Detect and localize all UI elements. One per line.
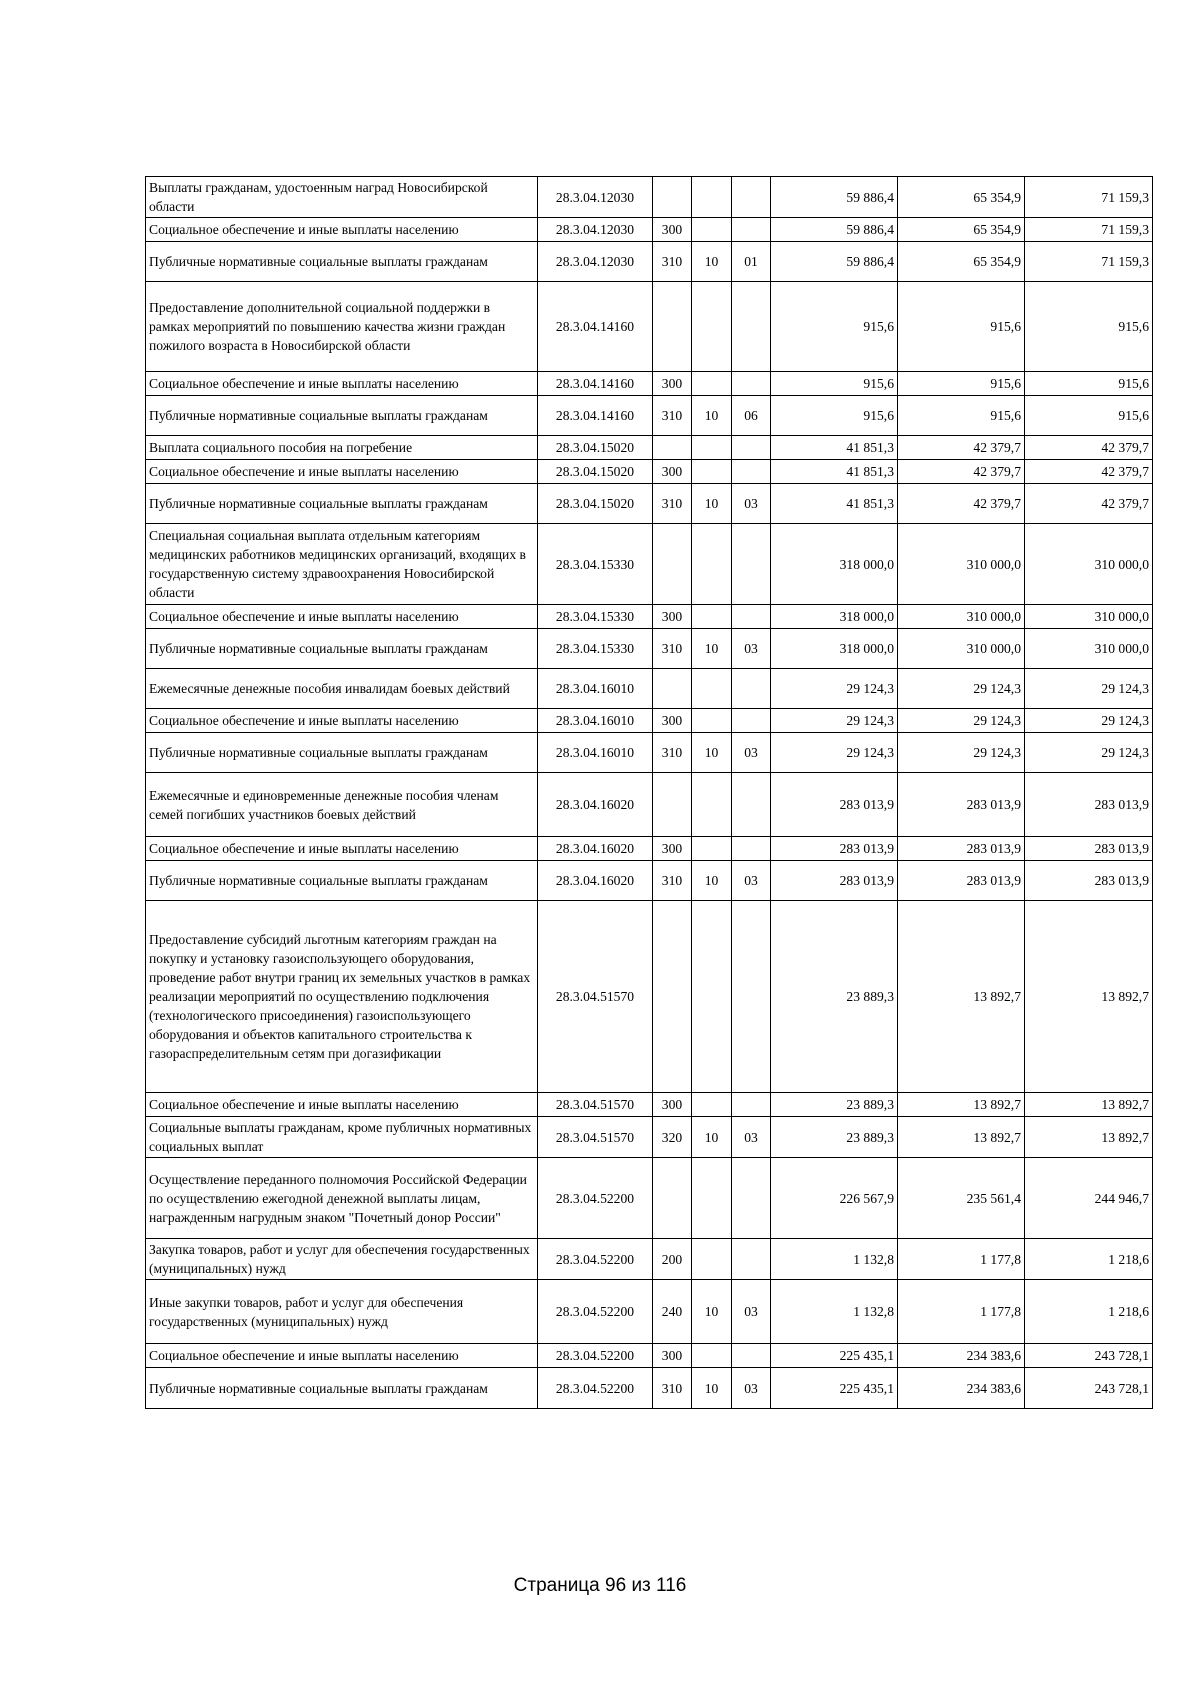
subsection-code xyxy=(732,669,771,709)
table-body xyxy=(146,177,1153,1409)
amount-year-1: 29 124,3 xyxy=(771,733,898,773)
subsection-code: 03 xyxy=(732,1368,771,1409)
table-row xyxy=(146,1158,1153,1239)
subsection-code: 01 xyxy=(732,242,771,282)
amount-year-3: 915,6 xyxy=(1025,372,1153,396)
amount-year-1: 41 851,3 xyxy=(771,460,898,484)
amount-year-3: 13 892,7 xyxy=(1025,901,1153,1093)
amount-year-1: 318 000,0 xyxy=(771,524,898,605)
expense-type-code: 240 xyxy=(653,1280,692,1344)
amount-year-3: 71 159,3 xyxy=(1025,177,1153,218)
expense-type-code: 300 xyxy=(653,218,692,242)
target-article-code: 28.3.04.52200 xyxy=(538,1239,653,1280)
row-name: Иные закупки товаров, работ и услуг для обеспечения государственных (муниципальных) нужд xyxy=(146,1280,538,1344)
expense-type-code xyxy=(653,436,692,460)
amount-year-1: 915,6 xyxy=(771,396,898,436)
amount-year-3: 29 124,3 xyxy=(1025,709,1153,733)
table-row xyxy=(146,861,1153,901)
subsection-code: 03 xyxy=(732,1280,771,1344)
table-row xyxy=(146,1280,1153,1344)
amount-year-2: 1 177,8 xyxy=(898,1239,1025,1280)
row-name: Специальная социальная выплата отдельным категориям медицинских работников медицинских организаций, входящих в государственную систему здравоохранения Новосибирской области xyxy=(146,524,538,605)
table-row xyxy=(146,524,1153,605)
amount-year-2: 310 000,0 xyxy=(898,524,1025,605)
target-article-code: 28.3.04.52200 xyxy=(538,1344,653,1368)
amount-year-1: 283 013,9 xyxy=(771,773,898,837)
expense-type-code xyxy=(653,1158,692,1239)
amount-year-3: 13 892,7 xyxy=(1025,1117,1153,1158)
subsection-code xyxy=(732,901,771,1093)
amount-year-1: 283 013,9 xyxy=(771,861,898,901)
amount-year-3: 283 013,9 xyxy=(1025,861,1153,901)
amount-year-2: 65 354,9 xyxy=(898,177,1025,218)
amount-year-1: 59 886,4 xyxy=(771,218,898,242)
row-name: Социальное обеспечение и иные выплаты населению xyxy=(146,605,538,629)
section-code: 10 xyxy=(692,396,732,436)
subsection-code xyxy=(732,1239,771,1280)
amount-year-3: 29 124,3 xyxy=(1025,733,1153,773)
section-code xyxy=(692,1158,732,1239)
row-name: Ежемесячные денежные пособия инвалидам боевых действий xyxy=(146,669,538,709)
amount-year-1: 41 851,3 xyxy=(771,484,898,524)
subsection-code: 03 xyxy=(732,861,771,901)
row-name: Социальное обеспечение и иные выплаты населению xyxy=(146,218,538,242)
amount-year-1: 915,6 xyxy=(771,282,898,372)
amount-year-1: 915,6 xyxy=(771,372,898,396)
subsection-code: 06 xyxy=(732,396,771,436)
section-code xyxy=(692,460,732,484)
table-row xyxy=(146,1368,1153,1409)
target-article-code: 28.3.04.15020 xyxy=(538,460,653,484)
target-article-code: 28.3.04.15330 xyxy=(538,605,653,629)
section-code: 10 xyxy=(692,733,732,773)
amount-year-3: 1 218,6 xyxy=(1025,1239,1153,1280)
expense-type-code: 310 xyxy=(653,1368,692,1409)
row-name: Закупка товаров, работ и услуг для обеспечения государственных (муниципальных) нужд xyxy=(146,1239,538,1280)
table-row xyxy=(146,484,1153,524)
amount-year-3: 283 013,9 xyxy=(1025,837,1153,861)
table-row xyxy=(146,709,1153,733)
amount-year-1: 23 889,3 xyxy=(771,1093,898,1117)
amount-year-3: 71 159,3 xyxy=(1025,218,1153,242)
expense-type-code xyxy=(653,669,692,709)
amount-year-2: 42 379,7 xyxy=(898,436,1025,460)
target-article-code: 28.3.04.51570 xyxy=(538,901,653,1093)
budget-table xyxy=(145,176,1153,1409)
amount-year-3: 29 124,3 xyxy=(1025,669,1153,709)
amount-year-1: 29 124,3 xyxy=(771,669,898,709)
subsection-code xyxy=(732,605,771,629)
amount-year-2: 42 379,7 xyxy=(898,460,1025,484)
expense-type-code: 310 xyxy=(653,629,692,669)
row-name: Осуществление переданного полномочия Российской Федерации по осуществлению ежегодной денежной выплаты лицам, награжденным нагрудным знаком "Почетный донор России" xyxy=(146,1158,538,1239)
amount-year-2: 13 892,7 xyxy=(898,901,1025,1093)
section-code xyxy=(692,773,732,837)
amount-year-1: 59 886,4 xyxy=(771,177,898,218)
expense-type-code: 310 xyxy=(653,733,692,773)
expense-type-code: 300 xyxy=(653,837,692,861)
subsection-code: 03 xyxy=(732,484,771,524)
row-name: Публичные нормативные социальные выплаты гражданам xyxy=(146,1368,538,1409)
expense-type-code: 300 xyxy=(653,605,692,629)
target-article-code: 28.3.04.51570 xyxy=(538,1117,653,1158)
row-name: Социальное обеспечение и иные выплаты населению xyxy=(146,1344,538,1368)
section-code: 10 xyxy=(692,1368,732,1409)
section-code xyxy=(692,524,732,605)
subsection-code xyxy=(732,837,771,861)
row-name: Выплаты гражданам, удостоенным наград Новосибирской области xyxy=(146,177,538,218)
row-name: Публичные нормативные социальные выплаты гражданам xyxy=(146,396,538,436)
expense-type-code: 300 xyxy=(653,460,692,484)
row-name: Выплата социального пособия на погребение xyxy=(146,436,538,460)
section-code: 10 xyxy=(692,1280,732,1344)
section-code xyxy=(692,177,732,218)
target-article-code: 28.3.04.16020 xyxy=(538,861,653,901)
expense-type-code: 320 xyxy=(653,1117,692,1158)
amount-year-1: 225 435,1 xyxy=(771,1368,898,1409)
amount-year-3: 310 000,0 xyxy=(1025,629,1153,669)
target-article-code: 28.3.04.14160 xyxy=(538,282,653,372)
target-article-code: 28.3.04.51570 xyxy=(538,1093,653,1117)
amount-year-2: 915,6 xyxy=(898,282,1025,372)
amount-year-3: 283 013,9 xyxy=(1025,773,1153,837)
section-code xyxy=(692,1093,732,1117)
expense-type-code: 310 xyxy=(653,861,692,901)
subsection-code xyxy=(732,524,771,605)
expense-type-code xyxy=(653,177,692,218)
section-code xyxy=(692,1344,732,1368)
table-row xyxy=(146,605,1153,629)
subsection-code: 03 xyxy=(732,629,771,669)
table-row xyxy=(146,773,1153,837)
amount-year-3: 915,6 xyxy=(1025,282,1153,372)
amount-year-1: 41 851,3 xyxy=(771,436,898,460)
amount-year-2: 283 013,9 xyxy=(898,773,1025,837)
amount-year-1: 23 889,3 xyxy=(771,901,898,1093)
section-code xyxy=(692,605,732,629)
expense-type-code xyxy=(653,524,692,605)
expense-type-code xyxy=(653,282,692,372)
target-article-code: 28.3.04.15020 xyxy=(538,484,653,524)
row-name: Предоставление субсидий льготным категориям граждан на покупку и установку газоиспользующего оборудования, проведение работ внутри границ их земельных участков в рамках реализации мероприятий по осуществлению подключения (технологического присоединения) газоиспользующего оборудования и объектов капитального строительства к газораспределительным сетям при догазификации xyxy=(146,901,538,1093)
amount-year-3: 243 728,1 xyxy=(1025,1344,1153,1368)
table-row xyxy=(146,1093,1153,1117)
row-name: Социальные выплаты гражданам, кроме публичных нормативных социальных выплат xyxy=(146,1117,538,1158)
target-article-code: 28.3.04.15330 xyxy=(538,524,653,605)
section-code xyxy=(692,837,732,861)
amount-year-1: 225 435,1 xyxy=(771,1344,898,1368)
amount-year-1: 1 132,8 xyxy=(771,1239,898,1280)
row-name: Публичные нормативные социальные выплаты гражданам xyxy=(146,733,538,773)
target-article-code: 28.3.04.12030 xyxy=(538,177,653,218)
row-name: Социальное обеспечение и иные выплаты населению xyxy=(146,1093,538,1117)
expense-type-code: 310 xyxy=(653,396,692,436)
table-row xyxy=(146,460,1153,484)
section-code: 10 xyxy=(692,861,732,901)
target-article-code: 28.3.04.16010 xyxy=(538,709,653,733)
table-row xyxy=(146,733,1153,773)
amount-year-3: 310 000,0 xyxy=(1025,524,1153,605)
target-article-code: 28.3.04.12030 xyxy=(538,218,653,242)
expense-type-code xyxy=(653,901,692,1093)
expense-type-code: 310 xyxy=(653,484,692,524)
target-article-code: 28.3.04.14160 xyxy=(538,396,653,436)
subsection-code: 03 xyxy=(732,1117,771,1158)
expense-type-code: 300 xyxy=(653,709,692,733)
section-code xyxy=(692,901,732,1093)
table-row xyxy=(146,1344,1153,1368)
amount-year-3: 1 218,6 xyxy=(1025,1280,1153,1344)
amount-year-2: 283 013,9 xyxy=(898,837,1025,861)
section-code: 10 xyxy=(692,484,732,524)
section-code xyxy=(692,372,732,396)
subsection-code xyxy=(732,1093,771,1117)
amount-year-1: 1 132,8 xyxy=(771,1280,898,1344)
section-code: 10 xyxy=(692,629,732,669)
row-name: Социальное обеспечение и иные выплаты населению xyxy=(146,372,538,396)
table-row xyxy=(146,629,1153,669)
amount-year-3: 244 946,7 xyxy=(1025,1158,1153,1239)
subsection-code: 03 xyxy=(732,733,771,773)
target-article-code: 28.3.04.52200 xyxy=(538,1280,653,1344)
section-code xyxy=(692,709,732,733)
table-row xyxy=(146,901,1153,1093)
section-code xyxy=(692,1239,732,1280)
section-code: 10 xyxy=(692,242,732,282)
amount-year-2: 65 354,9 xyxy=(898,242,1025,282)
amount-year-1: 318 000,0 xyxy=(771,629,898,669)
amount-year-1: 283 013,9 xyxy=(771,837,898,861)
amount-year-1: 29 124,3 xyxy=(771,709,898,733)
target-article-code: 28.3.04.15330 xyxy=(538,629,653,669)
target-article-code: 28.3.04.14160 xyxy=(538,372,653,396)
section-code xyxy=(692,218,732,242)
table-row xyxy=(146,372,1153,396)
subsection-code xyxy=(732,460,771,484)
row-name: Публичные нормативные социальные выплаты гражданам xyxy=(146,242,538,282)
subsection-code xyxy=(732,773,771,837)
target-article-code: 28.3.04.15020 xyxy=(538,436,653,460)
amount-year-2: 234 383,6 xyxy=(898,1344,1025,1368)
expense-type-code: 300 xyxy=(653,1344,692,1368)
subsection-code xyxy=(732,1344,771,1368)
page-number: Страница 96 из 116 xyxy=(513,1575,687,1596)
subsection-code xyxy=(732,177,771,218)
amount-year-2: 915,6 xyxy=(898,372,1025,396)
expense-type-code xyxy=(653,773,692,837)
target-article-code: 28.3.04.16020 xyxy=(538,773,653,837)
amount-year-2: 235 561,4 xyxy=(898,1158,1025,1239)
row-name: Социальное обеспечение и иные выплаты населению xyxy=(146,837,538,861)
subsection-code xyxy=(732,218,771,242)
table-row xyxy=(146,1117,1153,1158)
amount-year-2: 29 124,3 xyxy=(898,733,1025,773)
table-row xyxy=(146,218,1153,242)
amount-year-2: 13 892,7 xyxy=(898,1117,1025,1158)
subsection-code xyxy=(732,436,771,460)
subsection-code xyxy=(732,709,771,733)
target-article-code: 28.3.04.52200 xyxy=(538,1158,653,1239)
amount-year-2: 310 000,0 xyxy=(898,605,1025,629)
table-row xyxy=(146,396,1153,436)
amount-year-2: 65 354,9 xyxy=(898,218,1025,242)
section-code: 10 xyxy=(692,1117,732,1158)
amount-year-1: 226 567,9 xyxy=(771,1158,898,1239)
table-row xyxy=(146,282,1153,372)
table-row xyxy=(146,242,1153,282)
target-article-code: 28.3.04.12030 xyxy=(538,242,653,282)
amount-year-3: 42 379,7 xyxy=(1025,436,1153,460)
target-article-code: 28.3.04.52200 xyxy=(538,1368,653,1409)
amount-year-3: 13 892,7 xyxy=(1025,1093,1153,1117)
row-name: Публичные нормативные социальные выплаты гражданам xyxy=(146,629,538,669)
row-name: Ежемесячные и единовременные денежные пособия членам семей погибших участников боевых действий xyxy=(146,773,538,837)
section-code xyxy=(692,669,732,709)
amount-year-3: 42 379,7 xyxy=(1025,460,1153,484)
subsection-code xyxy=(732,1158,771,1239)
table-row xyxy=(146,436,1153,460)
table-row xyxy=(146,669,1153,709)
expense-type-code: 300 xyxy=(653,372,692,396)
expense-type-code: 310 xyxy=(653,242,692,282)
amount-year-2: 234 383,6 xyxy=(898,1368,1025,1409)
target-article-code: 28.3.04.16010 xyxy=(538,669,653,709)
amount-year-2: 29 124,3 xyxy=(898,669,1025,709)
section-code xyxy=(692,436,732,460)
amount-year-2: 283 013,9 xyxy=(898,861,1025,901)
amount-year-3: 243 728,1 xyxy=(1025,1368,1153,1409)
expense-type-code: 300 xyxy=(653,1093,692,1117)
expense-type-code: 200 xyxy=(653,1239,692,1280)
amount-year-2: 1 177,8 xyxy=(898,1280,1025,1344)
subsection-code xyxy=(732,282,771,372)
table-row xyxy=(146,1239,1153,1280)
amount-year-1: 59 886,4 xyxy=(771,242,898,282)
row-name: Социальное обеспечение и иные выплаты населению xyxy=(146,460,538,484)
amount-year-2: 310 000,0 xyxy=(898,629,1025,669)
row-name: Публичные нормативные социальные выплаты гражданам xyxy=(146,861,538,901)
amount-year-2: 915,6 xyxy=(898,396,1025,436)
amount-year-3: 71 159,3 xyxy=(1025,242,1153,282)
amount-year-2: 13 892,7 xyxy=(898,1093,1025,1117)
section-code xyxy=(692,282,732,372)
table-row xyxy=(146,177,1153,218)
amount-year-3: 915,6 xyxy=(1025,396,1153,436)
amount-year-2: 29 124,3 xyxy=(898,709,1025,733)
amount-year-3: 310 000,0 xyxy=(1025,605,1153,629)
subsection-code xyxy=(732,372,771,396)
table-row xyxy=(146,837,1153,861)
row-name: Предоставление дополнительной социальной поддержки в рамках мероприятий по повышению качества жизни граждан пожилого возраста в Новосибирской области xyxy=(146,282,538,372)
target-article-code: 28.3.04.16010 xyxy=(538,733,653,773)
target-article-code: 28.3.04.16020 xyxy=(538,837,653,861)
amount-year-3: 42 379,7 xyxy=(1025,484,1153,524)
row-name: Публичные нормативные социальные выплаты гражданам xyxy=(146,484,538,524)
row-name: Социальное обеспечение и иные выплаты населению xyxy=(146,709,538,733)
amount-year-1: 318 000,0 xyxy=(771,605,898,629)
amount-year-2: 42 379,7 xyxy=(898,484,1025,524)
amount-year-1: 23 889,3 xyxy=(771,1117,898,1158)
